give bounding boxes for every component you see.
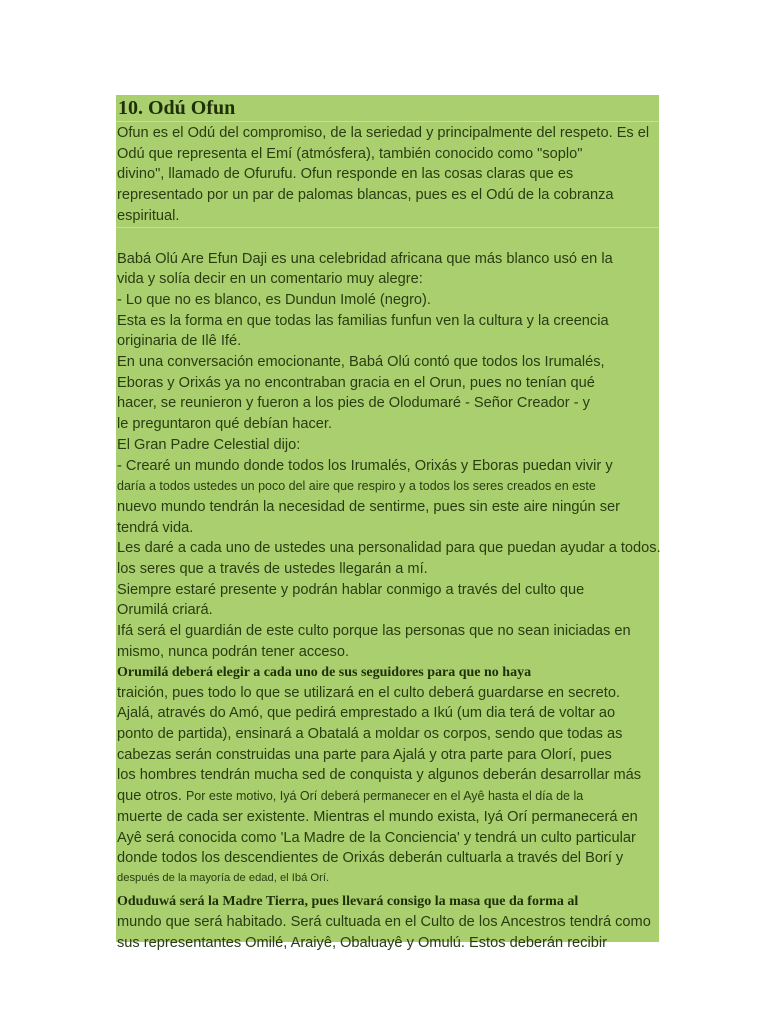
text-line: hacer, se reunieron y fueron a los pies de Olodumaré - Señor Creador - y (117, 395, 590, 412)
text-line: espiritual. (117, 207, 180, 224)
text-fragment: que otros. (117, 788, 182, 805)
text-line: los seres que a través de ustedes llegarán a mí. (117, 561, 428, 578)
text-line: nuevo mundo tendrán la necesidad de sentirme, pues sin este aire ningún ser (117, 498, 620, 515)
text-line: Ajalá, através do Amó, que pedirá emprestado a Ikú (um dia terá de voltar ao (117, 705, 616, 722)
text-line: Les daré a cada uno de ustedes una personalidad para que puedan ayudar a todos. (117, 540, 661, 557)
document-page (116, 95, 661, 951)
text-line: Orumilá criará. (117, 602, 213, 619)
text-line: traición, pues todo lo que se utilizará en el culto deberá guardarse en secreto. (117, 684, 620, 701)
text-line: cabezas serán construidas una parte para Ajalá y otra parte para Olorí, pues (117, 746, 612, 763)
text-line: divino", llamado de Ofurufu. Ofun responde en las cosas claras que es (117, 166, 574, 183)
text-line: mismo, nunca podrán tener acceso. (117, 643, 350, 660)
text-line: - Lo que no es blanco, es Dundun Imolé (negro). (117, 291, 431, 308)
text-line: tendrá vida. (117, 519, 194, 536)
text-line: daría a todos ustedes un poco del aire que respiro y a todos los seres creados en este (117, 479, 596, 494)
text-line: le preguntaron qué debían hacer. (117, 416, 333, 433)
text-line: Odú que representa el Emí (atmósfera), también conocido como "soplo" (117, 145, 583, 162)
text-line: donde todos los descendientes de Orixás deberán cultuarla a través del Borí y (117, 850, 624, 867)
bold-line: Orumilá deberá elegir a cada uno de sus seguidores para que no haya (117, 664, 532, 680)
text-line: El Gran Padre Celestial dijo: (117, 436, 301, 453)
text-line: vida y solía decir en un comentario muy alegre: (117, 271, 423, 288)
text-line (117, 786, 659, 807)
text-line: En una conversación emocionante, Babá Olú contó que todos los Irumalés, (117, 354, 605, 371)
text-line: ponto de partida), ensinará a Obatalá a moldar os corpos, sendo que todas as (117, 725, 623, 742)
text-line: Esta es la forma en que todas las familias funfun ven la cultura y la creencia (117, 312, 609, 329)
intro-paragraph (116, 122, 659, 228)
text-line: representado por un par de palomas blancas, pues es el Odú de la cobranza (117, 187, 614, 204)
bold-line: Oduduwá será la Madre Tierra, pues llevará consigo la masa que da forma al (117, 893, 579, 909)
text-fragment: Por este motivo, Iyá Orí deberá permanecer en el Ayê hasta el día de la (185, 789, 584, 804)
text-line: después de la mayoría de edad, el Ibá Orí. (117, 871, 330, 884)
page-title: 10. Odú Ofun (116, 95, 659, 122)
text-line: los hombres tendrán mucha sed de conquista y algunos deberán desarrollar más (117, 767, 642, 784)
text-line: muerte de cada ser existente. Mientras el mundo exista, Iyá Orí permanecerá en (117, 808, 638, 825)
text-line: Ifá será el guardián de este culto porque las personas que no sean iniciadas en (117, 623, 631, 640)
text-line: sus representantes Omilé, Araiyê, Obaluayê y Omulú. Estos deberán recibir (117, 934, 607, 951)
text-line: Eboras y Orixás ya no encontraban gracia en el Orun, pues no tenían qué (117, 374, 595, 391)
text-line: Ayê será conocida como 'La Madre de la Conciencia' y tendrá un culto particular (117, 829, 636, 846)
text-line: Ofun es el Odú del compromiso, de la seriedad y principalmente del respeto. Es el (117, 125, 650, 141)
text-line: Babá Olú Are Efun Daji es una celebridad africana que más blanco usó en la (117, 250, 613, 267)
text-line: - Crearé un mundo donde todos los Irumalés, Orixás y Eboras puedan vivir y (117, 457, 613, 474)
text-line: mundo que será habitado. Será cultuada en el Culto de los Ancestros tendrá como (117, 913, 651, 930)
text-line: originaria de Ilê Ifé. (117, 333, 242, 350)
text-line: Siempre estaré presente y podrán hablar conmigo a través del culto que (117, 581, 585, 598)
body-text (116, 228, 661, 951)
